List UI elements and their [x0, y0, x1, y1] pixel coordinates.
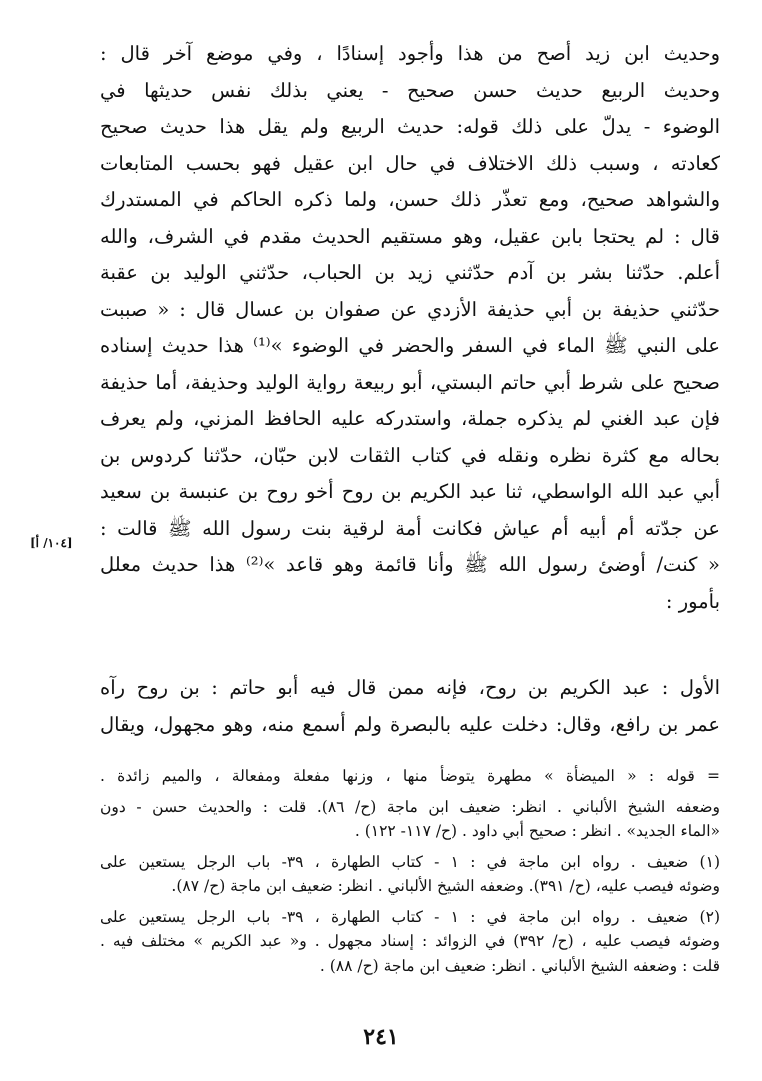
- manuscript-folio-reference: [١٠٤/ أ]: [30, 536, 73, 550]
- footnote-line: «الماء الجديد» . انظر : صحيح أبي داود . (ح/ ١١٧- ١٢٢) .: [354, 822, 720, 840]
- footnote-1-line: وضوئه فيصب عليه، (ح/ ٣٩١). وضعفه الشيخ الألباني . انظر: ضعيف ابن ماجة (ح/ ٨٧).: [171, 877, 720, 895]
- footnote-line: = قوله : « الميضأة » مطهرة يتوضأ منها ، وزنها مفعلة ومفعالة ، والميم زائدة .: [100, 767, 720, 785]
- main-line: قال : لم يحتجا بابن عقيل، وهو مستقيم الحديث مقدم في الشرف، والله: [100, 224, 720, 248]
- main-line: « كنت/ أوضئ رسول الله ﷺ وأنا قائمة وهو قاعد »⁽²⁾ هذا حديث معلل: [100, 553, 720, 576]
- page-number: ٢٤١: [363, 1024, 399, 1050]
- main-line: على النبي ﷺ الماء في السفر والحضر في الوضوء »⁽¹⁾ هذا حديث إسناده: [100, 334, 720, 357]
- footnotes: [100, 764, 720, 978]
- main-line: أعلم. حدّثنا بشر بن آدم حدّثني زيد بن الحباب، حدّثني الوليد بن عقبة: [100, 261, 720, 284]
- main-line: كعادته ، وسبب ذلك الاختلاف في حال ابن عقيل فهو بحسب المتابعات: [100, 151, 720, 175]
- main-line: عن جدّته أم أبيه أم عياش فكانت أمة لرقية بنت رسول الله ﷺ قالت :: [100, 516, 720, 540]
- footnote-2-line: قلت : وضعفه الشيخ الألباني . انظر: ضعيف ابن ماجة (ح/ ٨٨) .: [319, 956, 720, 975]
- main-line: الأول : عبد الكريم بن روح، فإنه ممن قال فيه أبو حاتم : بن روح رآه: [100, 676, 720, 699]
- main-line: وحديث الربيع حديث حسن صحيح - يعني بذلك نفس حديثها في: [100, 78, 720, 102]
- main-line: بأمور :: [665, 589, 720, 613]
- main-line: بحاله مع كثرة نظره ونقله في كتاب الثقات لابن حبّان، حدّثنا كردوس بن: [100, 443, 720, 467]
- second-text-block: [100, 670, 720, 743]
- main-line: الوضوء - يدلّ على ذلك قوله: حديث الربيع ولم يقل هذا حديث صحيح: [100, 115, 720, 138]
- main-text-block: [100, 36, 720, 620]
- footnote-line: وضعفه الشيخ الألباني . انظر: ضعيف ابن ماجة (ح/ ٨٦). قلت : والحديث حسن - دون: [100, 797, 720, 816]
- footnote-2-line: (٢) ضعيف . رواه ابن ماجة في : ١ - كتاب الطهارة ، ٣٩- باب الرجل يستعين على: [100, 907, 720, 926]
- main-line: صحيح على شرط أبي حاتم البستي، أبو ربيعة رواية الوليد وحذيفة، أما حذيفة: [100, 370, 720, 394]
- main-line: حدّثني حذيفة بن أبي حذيفة الأزدي عن صفوان بن عسال قال : « صببت: [100, 297, 720, 321]
- main-line: عمر بن رافع، وقال: دخلت عليه بالبصرة ولم أسمع منه، وهو مجهول، ويقال: [100, 712, 720, 736]
- main-line: أبي عبد الله الواسطي، ثنا عبد الكريم بن روح أخو روح بن عنبسة بن سعيد: [100, 480, 720, 503]
- footnote-2-line: وضوئه فيصب عليه ، (ح/ ٣٩٢) في الزوائد : إسناد مجهول . و« عبد الكريم » مختلف فيه .: [100, 932, 720, 950]
- main-line: والشواهد صحيح، ومع تعذّر ذلك حسن، ولما ذكره الحاكم في المستدرك: [100, 188, 720, 211]
- main-line: فإن عبد الغني لم يذكره جملة، واستدركه عليه الحافظ المزني، ولم يعرف: [100, 407, 720, 430]
- main-line: وحديث ابن زيد أصح من هذا وأجود إسنادًا ، وفي موضع آخر قال :: [100, 42, 720, 65]
- footnote-1-line: (١) ضعيف . رواه ابن ماجة في : ١ - كتاب الطهارة ، ٣٩- باب الرجل يستعين على: [100, 852, 720, 871]
